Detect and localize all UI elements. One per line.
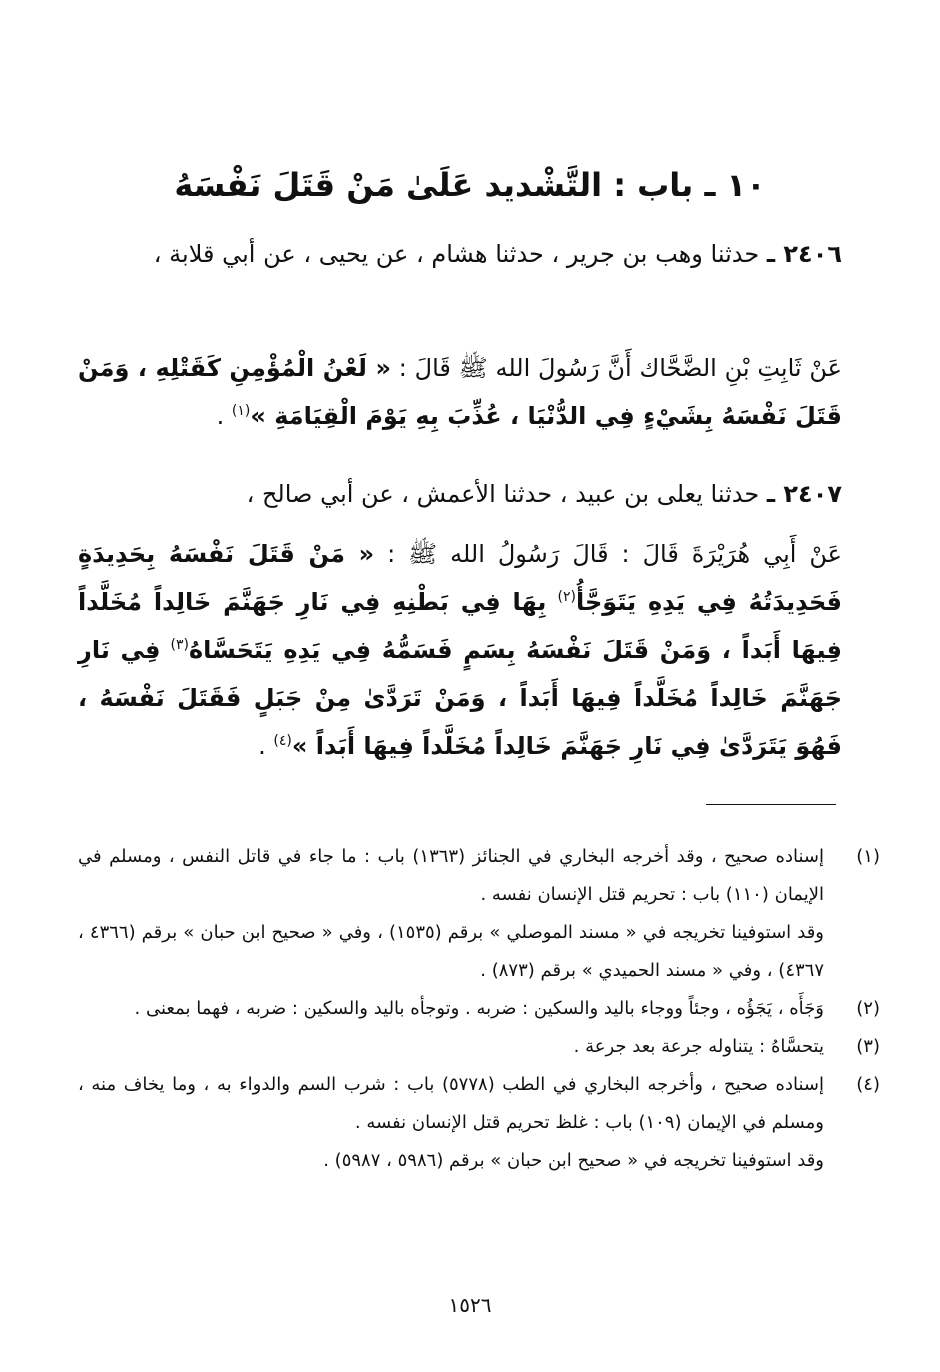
matn-end: . (216, 402, 225, 430)
footnote-marker: (٤) (856, 1074, 880, 1095)
footnote-continuation: وقد استوفينا تخريجه في « مسند الموصلي » برقم (١٥٣٥) ، وفي « صحيح ابن حبان » برقم (٤٣٦٦ ، ٤٣٦٧) ، وفي « مسند الحميدي » برقم (٨٧٣) . (78, 922, 824, 981)
footnote-text: إسناده صحيح ، وقد أخرجه البخاري في الجنائز (١٣٦٣) باب : ما جاء في قاتل النفس ، ومسلم في الإيمان (١١٠) باب : تحريم قتل الإنسان نفسه . (78, 846, 824, 905)
chapter-title: ١٠ ـ باب : التَّشْديد عَلَىٰ مَنْ قَتَلَ نَفْسَهُ (174, 166, 766, 204)
footnote-marker: (١) (856, 846, 880, 867)
footnote-3 (78, 1028, 880, 1066)
footnote-text: وَجَأَه ، يَجَؤُه ، وجئاً ووجاء باليد والسكين : ضربه . وتوجأه باليد والسكين : ضربه ، فهما بمعنى . (134, 998, 824, 1019)
matn-quote-part-1: « مَنْ قَتَلَ نَفْسَهُ بِحَدِيدَةٍ فَحَدِيدَتُهُ فِي يَدِهِ يَتَوَجَّأُ (78, 540, 842, 616)
footnote-divider (706, 804, 836, 805)
footnote-text: يتحسَّاهُ : يتناوله جرعة بعد جرعة . (573, 1036, 824, 1057)
footnote-reference: (٤) (273, 733, 292, 749)
hadith-number: ٢٤٠٦ ـ (766, 240, 842, 268)
isnad-text: حدثنا يعلى بن عبيد ، حدثنا الأعمش ، عن أبي صالح ، (246, 480, 760, 508)
hadith-2407-matn (78, 530, 842, 770)
footnote-4 (78, 1066, 880, 1180)
hadith-number: ٢٤٠٧ ـ (766, 480, 842, 508)
page-number: ١٥٢٦ (448, 1293, 492, 1317)
footnote-marker: (٣) (856, 1036, 880, 1057)
matn-quote-part-2: بِهَا فِي بَطْنِهِ فِي نَارِ جَهَنَّمَ خَالِداً مُخَلَّداً فِيهَا أَبَداً ، وَمَنْ قَتَلَ نَفْسَهُ بِسَمٍ فَسَمُّهُ فِي يَدِهِ يَتَحَسَّاهُ (78, 588, 842, 664)
footnote-marker: (٢) (856, 998, 880, 1019)
matn-intro: عَنْ أَبِي هُرَيْرَةَ قَالَ : قَالَ رَسُولُ الله ﷺ : (387, 540, 843, 568)
footnotes-list (78, 838, 880, 1180)
footnote-reference: (٢) (557, 589, 576, 605)
matn-end: . (258, 732, 266, 760)
footnote-1 (78, 838, 880, 990)
isnad-text: حدثنا وهب بن جرير ، حدثنا هشام ، عن يحيى ، عن أبي قلابة ، (153, 240, 760, 268)
footnote-2 (78, 990, 880, 1028)
footnote-reference: (١) (231, 403, 251, 419)
hadith-2406-isnad (78, 232, 842, 276)
footnote-continuation: وقد استوفينا تخريجه في « صحيح ابن حبان » برقم (٥٩٨٦ ، ٥٩٨٧) . (323, 1150, 824, 1171)
matn-quote: « لَعْنُ الْمُؤْمِنِ كَقَتْلِهِ ، وَمَنْ قَتَلَ نَفْسَهُ بِشَيْءٍ فِي الدُّنْيَا ، عُذِّبَ بِهِ يَوْمَ الْقِيَامَةِ » (78, 354, 842, 430)
hadith-2406-matn (78, 344, 842, 440)
footnote-text: إسناده صحيح ، وأخرجه البخاري في الطب (٥٧٧٨) باب : شرب السم والدواء به ، وما يخاف منه ، ومسلم في الإيمان (١٠٩) باب : غلظ تحريم قتل الإنسان نفسه . (78, 1074, 824, 1133)
hadith-2407-isnad (78, 472, 842, 516)
matn-intro: عَنْ ثَابِتِ بْنِ الضَّحَّاك أَنَّ رَسُولَ الله ﷺ قَالَ : (398, 354, 842, 382)
matn-quote-part-3: فِي نَارِ جَهَنَّمَ خَالِداً مُخَلَّداً فِيهَا أَبَداً ، وَمَنْ تَرَدَّىٰ مِنْ جَبَلٍ فَقَتَلَ نَفْسَهُ ، فَهُوَ يَتَرَدَّىٰ فِي نَارِ جَهَنَّمَ خَالِداً مُخَلَّداً فِيهَا أَبَداً » (78, 636, 842, 760)
footnote-reference: (٣) (170, 637, 189, 653)
